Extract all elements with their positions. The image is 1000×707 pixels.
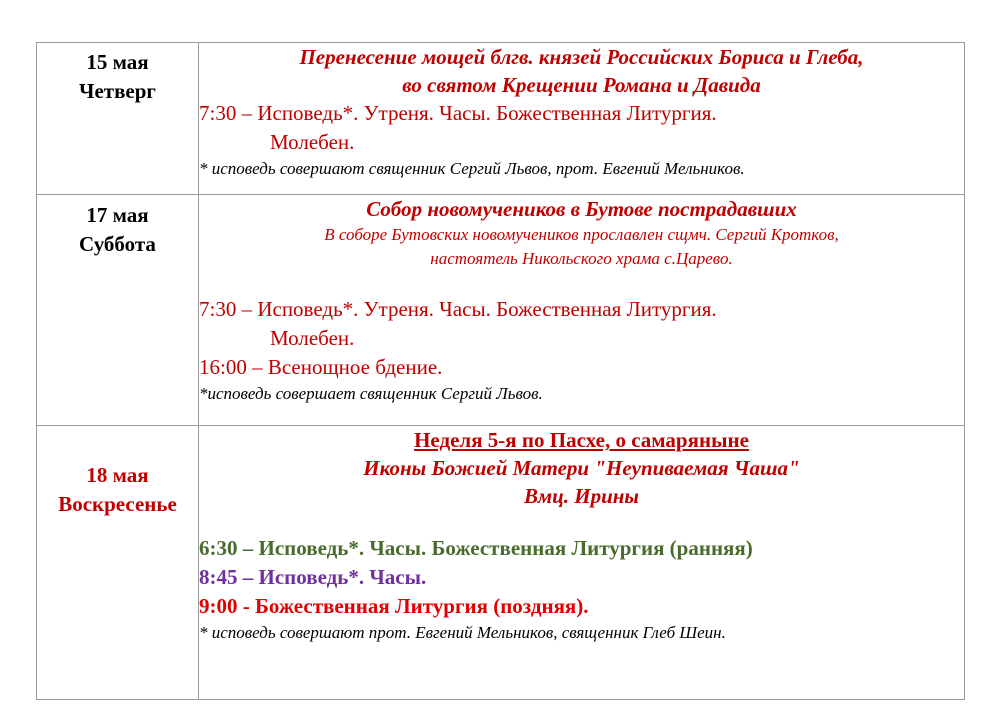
feast-note: настоятель Никольского храма с.Царево. — [430, 249, 733, 268]
schedule-row — [37, 43, 965, 195]
service-line: Молебен. — [270, 130, 355, 154]
date-label: 18 мая — [86, 463, 149, 487]
service-cell — [199, 43, 965, 195]
weekday-label: Воскресенье — [58, 492, 177, 516]
weekday-label: Суббота — [79, 232, 156, 256]
schedule-row — [37, 195, 965, 426]
feast-title-underlined: Неделя 5-я по Пасхе, о самаряныне — [414, 428, 749, 452]
date-label: 15 мая — [86, 50, 149, 74]
feast-note: В соборе Бутовских новомучеников прославлен сщмч. Сергий Кротков, — [324, 225, 839, 244]
confession-footnote: * исповедь совершают прот. Евгений Мельников, священник Глеб Шеин. — [199, 623, 726, 642]
service-line-early: 6:30 – Исповедь*. Часы. Божественная Литургия (ранняя) — [199, 536, 753, 560]
feast-title: Перенесение мощей блгв. князей Российских Бориса и Глеба, — [299, 45, 864, 69]
service-cell — [199, 195, 965, 426]
schedule-row — [37, 426, 965, 700]
confession-footnote: * исповедь совершают священник Сергий Львов, прот. Евгений Мельников. — [199, 159, 745, 178]
service-line: 7:30 – Исповедь*. Утреня. Часы. Божественная Литургия. — [199, 101, 717, 125]
date-label: 17 мая — [86, 203, 149, 227]
service-line-hours: 8:45 – Исповедь*. Часы. — [199, 565, 427, 589]
service-line: Молебен. — [270, 326, 355, 350]
feast-title: Иконы Божией Матери "Неупиваемая Чаша" — [363, 456, 800, 480]
service-line: 16:00 – Всенощное бдение. — [199, 355, 443, 379]
spacer — [199, 271, 964, 295]
weekday-label: Четверг — [79, 79, 156, 103]
date-cell — [37, 195, 199, 426]
service-line-late: 9:00 - Божественная Литургия (поздняя). — [199, 594, 589, 618]
date-cell — [37, 43, 199, 195]
feast-title: во святом Крещении Романа и Давида — [402, 73, 761, 97]
confession-footnote: *исповедь совершает священник Сергий Львов. — [199, 384, 543, 403]
spacer — [199, 510, 964, 534]
feast-title: Вмц. Ирины — [523, 484, 640, 508]
service-line: 7:30 – Исповедь*. Утреня. Часы. Божественная Литургия. — [199, 297, 717, 321]
service-cell — [199, 426, 965, 700]
date-cell — [37, 426, 199, 700]
feast-title: Собор новомучеников в Бутове пострадавших — [366, 197, 797, 221]
schedule-table — [36, 42, 965, 700]
